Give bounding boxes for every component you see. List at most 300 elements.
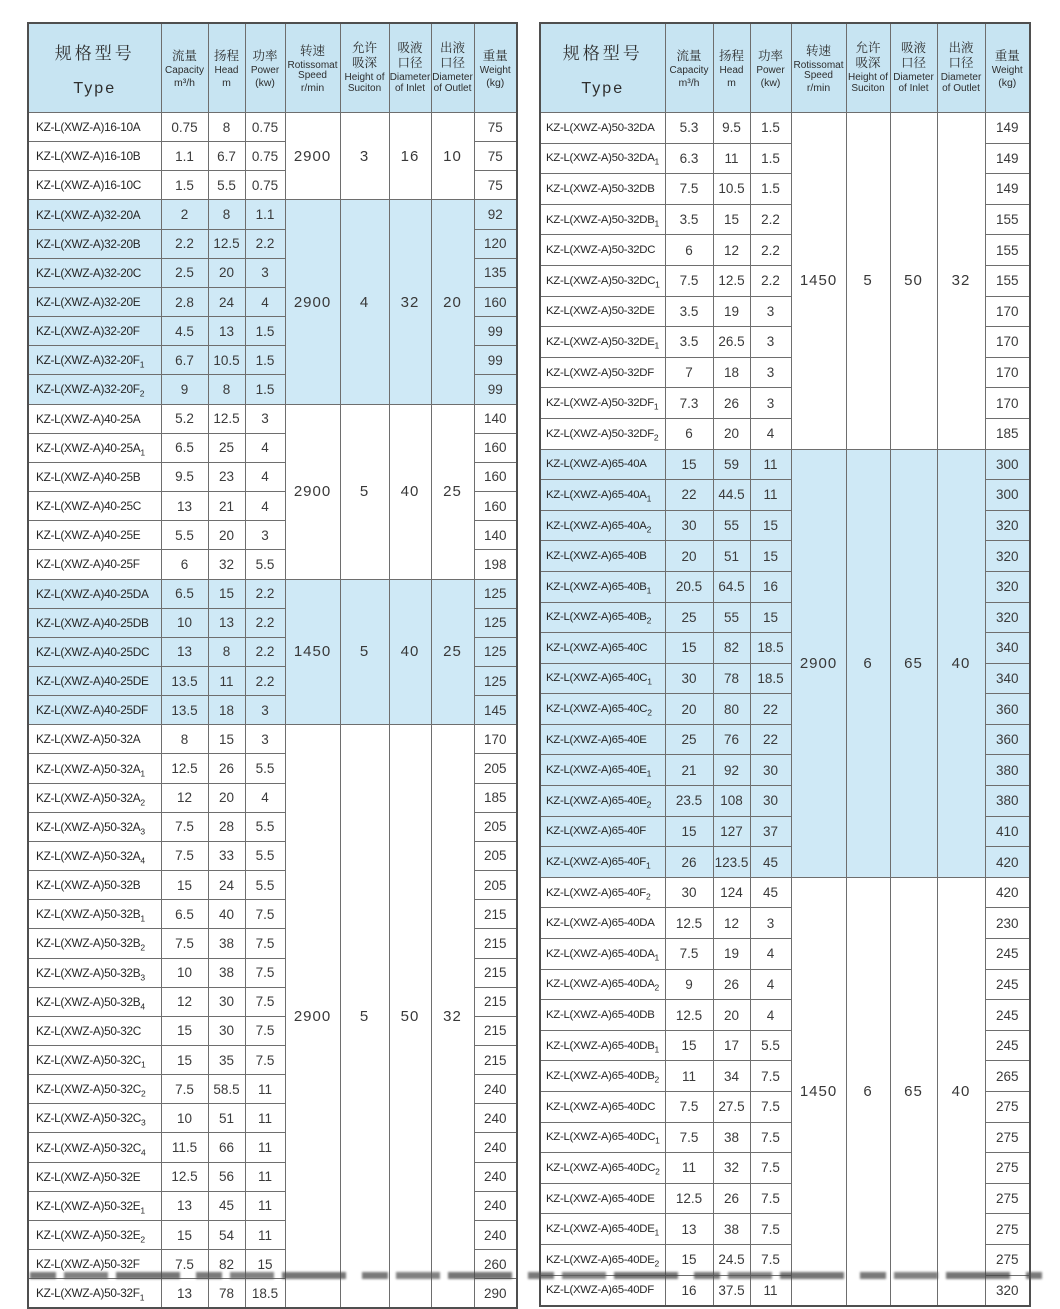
head-cell: 127 bbox=[713, 816, 750, 847]
type-cell: $KZ-L(XWZ-A)65-40F_2$ bbox=[540, 877, 665, 908]
type-cell: $KZ-L(XWZ-A)32-20F_1$ bbox=[28, 346, 161, 375]
capacity-header-en: Capacity bbox=[165, 65, 204, 77]
type-cell: $KZ-L(XWZ-A)32-20F_2$ bbox=[28, 375, 161, 404]
capacity-cell: 6 bbox=[665, 418, 713, 449]
type-cell: $KZ-L(XWZ-A)50-32E_2$ bbox=[28, 1220, 161, 1249]
outlet-cell: 20 bbox=[431, 200, 474, 404]
capacity-cell: 3.5 bbox=[665, 296, 713, 327]
type-cell: $KZ-L(XWZ-A)65-40DE_2$ bbox=[540, 1244, 665, 1275]
head-cell: 124 bbox=[713, 877, 750, 908]
col-header-head bbox=[208, 23, 245, 113]
head-cell: 23 bbox=[208, 462, 245, 491]
speed-header-zh: 转速 bbox=[299, 43, 325, 58]
head-cell: 26 bbox=[713, 1183, 750, 1214]
col-header-inlet bbox=[890, 23, 937, 113]
weight-cell: 380 bbox=[985, 755, 1030, 786]
weight-cell: 170 bbox=[474, 725, 517, 754]
power-cell: 7.5 bbox=[245, 1046, 285, 1075]
capacity-cell: 2.5 bbox=[161, 258, 208, 287]
head-cell: 27.5 bbox=[713, 1092, 750, 1123]
capacity-cell: 25 bbox=[665, 602, 713, 633]
weight-cell: 320 bbox=[985, 541, 1030, 572]
suction-header-zh: 允许吸深 bbox=[855, 41, 881, 71]
power-cell: 5.5 bbox=[245, 871, 285, 900]
power-cell: 22 bbox=[750, 694, 791, 725]
power-cell: 5.5 bbox=[245, 754, 285, 783]
type-cell: KZ-L(XWZ-A)50-32A bbox=[28, 725, 161, 754]
power-cell: 1.1 bbox=[245, 200, 285, 229]
type-cell: KZ-L(XWZ-A)65-40DE bbox=[540, 1183, 665, 1214]
power-cell: 3 bbox=[245, 521, 285, 550]
spec-row bbox=[540, 449, 1030, 480]
power-cell: 3 bbox=[245, 404, 285, 433]
type-cell: KZ-L(XWZ-A)40-25F bbox=[28, 550, 161, 579]
head-cell: 12 bbox=[713, 235, 750, 266]
power-cell: 11 bbox=[245, 1191, 285, 1220]
capacity-cell: 12 bbox=[161, 783, 208, 812]
power-cell: 4 bbox=[245, 492, 285, 521]
power-cell: 4 bbox=[750, 418, 791, 449]
capacity-cell: 12.5 bbox=[161, 1162, 208, 1191]
capacity-cell: 15 bbox=[161, 1016, 208, 1045]
capacity-cell: 2 bbox=[161, 200, 208, 229]
capacity-cell: 26 bbox=[665, 847, 713, 878]
power-cell: 7.5 bbox=[750, 1092, 791, 1123]
capacity-cell: 13.5 bbox=[161, 696, 208, 725]
type-header-zh: 规格型号 bbox=[54, 43, 135, 63]
spec-table-body-left bbox=[28, 113, 517, 1309]
weight-cell: 215 bbox=[474, 1046, 517, 1075]
power-cell: 4 bbox=[750, 1000, 791, 1031]
capacity-cell: 13.5 bbox=[161, 666, 208, 695]
power-cell: 45 bbox=[750, 877, 791, 908]
type-cell: KZ-L(XWZ-A)50-32E bbox=[28, 1162, 161, 1191]
power-cell: 37 bbox=[750, 816, 791, 847]
type-cell: KZ-L(XWZ-A)65-40DC bbox=[540, 1092, 665, 1123]
weight-cell: 420 bbox=[985, 877, 1030, 908]
type-cell: KZ-L(XWZ-A)40-25DF bbox=[28, 696, 161, 725]
capacity-cell: 15 bbox=[665, 1030, 713, 1061]
weight-cell: 99 bbox=[474, 317, 517, 346]
col-header-speed bbox=[285, 23, 340, 113]
weight-cell: 290 bbox=[474, 1279, 517, 1309]
inlet-header-en: Diameter of Inlet bbox=[893, 72, 934, 94]
power-cell: 5.5 bbox=[750, 1030, 791, 1061]
power-cell: 22 bbox=[750, 724, 791, 755]
weight-cell: 149 bbox=[985, 174, 1030, 205]
head-cell: 54 bbox=[208, 1220, 245, 1249]
type-cell: $KZ-L(XWZ-A)50-32B_1$ bbox=[28, 900, 161, 929]
type-cell: $KZ-L(XWZ-A)65-40A_2$ bbox=[540, 510, 665, 541]
head-cell: 44.5 bbox=[713, 480, 750, 511]
power-cell: 3 bbox=[750, 357, 791, 388]
head-cell: 30 bbox=[208, 1016, 245, 1045]
inlet-header-zh: 吸液口径 bbox=[900, 41, 926, 71]
weight-cell: 205 bbox=[474, 841, 517, 870]
head-cell: 26 bbox=[208, 754, 245, 783]
capacity-cell: 8 bbox=[161, 725, 208, 754]
capacity-cell: 9 bbox=[665, 969, 713, 1000]
type-cell: $KZ-L(XWZ-A)50-32DB_1$ bbox=[540, 204, 665, 235]
head-cell: 82 bbox=[713, 633, 750, 664]
weight-cell: 155 bbox=[985, 204, 1030, 235]
head-cell: 26 bbox=[713, 969, 750, 1000]
weight-cell: 149 bbox=[985, 143, 1030, 174]
type-cell: $KZ-L(XWZ-A)50-32DF_1$ bbox=[540, 388, 665, 419]
capacity-cell: 1.5 bbox=[161, 171, 208, 200]
type-cell: $KZ-L(XWZ-A)50-32C_1$ bbox=[28, 1046, 161, 1075]
head-cell: 15 bbox=[208, 579, 245, 608]
head-cell: 20 bbox=[713, 418, 750, 449]
head-cell: 9.5 bbox=[713, 113, 750, 144]
weight-cell: 205 bbox=[474, 871, 517, 900]
power-cell: 15 bbox=[245, 1250, 285, 1279]
power-cell: 3 bbox=[245, 258, 285, 287]
power-header-unit: (kw) bbox=[255, 76, 275, 89]
type-cell: KZ-L(XWZ-A)40-25C bbox=[28, 492, 161, 521]
weight-cell: 75 bbox=[474, 142, 517, 171]
type-cell: $KZ-L(XWZ-A)50-32DC_1$ bbox=[540, 265, 665, 296]
power-cell: 2.2 bbox=[245, 608, 285, 637]
type-header-en: Type bbox=[581, 79, 625, 97]
type-cell: $KZ-L(XWZ-A)50-32C_3$ bbox=[28, 1104, 161, 1133]
weight-header-en: Weight bbox=[479, 65, 511, 77]
power-cell: 15 bbox=[750, 602, 791, 633]
type-cell: KZ-L(XWZ-A)65-40DB bbox=[540, 1000, 665, 1031]
col-header-speed bbox=[791, 23, 846, 113]
outlet-header-en: Diameter of Outlet bbox=[940, 72, 982, 94]
col-header-head bbox=[713, 23, 750, 113]
head-cell: 8 bbox=[208, 113, 245, 142]
capacity-cell: 7.5 bbox=[161, 929, 208, 958]
weight-cell: 340 bbox=[985, 633, 1030, 664]
suction-header-zh: 允许吸深 bbox=[351, 41, 377, 71]
capacity-cell: 5.3 bbox=[665, 113, 713, 144]
head-cell: 11 bbox=[713, 143, 750, 174]
inlet-header-zh: 吸液口径 bbox=[397, 41, 423, 71]
head-cell: 51 bbox=[713, 541, 750, 572]
power-header-zh: 功率 bbox=[252, 49, 278, 64]
type-cell: $KZ-L(XWZ-A)50-32F_1$ bbox=[28, 1279, 161, 1309]
capacity-cell: 15 bbox=[665, 633, 713, 664]
head-cell: 11 bbox=[208, 666, 245, 695]
head-header-unit: m bbox=[727, 76, 736, 89]
weight-cell: 120 bbox=[474, 229, 517, 258]
type-cell: $KZ-L(XWZ-A)50-32A_3$ bbox=[28, 812, 161, 841]
weight-cell: 160 bbox=[474, 462, 517, 491]
inlet-cell: 32 bbox=[389, 200, 431, 404]
power-cell: 4 bbox=[245, 783, 285, 812]
type-cell: $KZ-L(XWZ-A)65-40DB_2$ bbox=[540, 1061, 665, 1092]
head-cell: 21 bbox=[208, 492, 245, 521]
weight-cell: 240 bbox=[474, 1162, 517, 1191]
capacity-header-en: Capacity bbox=[669, 65, 709, 77]
type-cell: $KZ-L(XWZ-A)65-40DC_2$ bbox=[540, 1153, 665, 1184]
col-header-capacity bbox=[161, 23, 208, 113]
weight-cell: 360 bbox=[985, 694, 1030, 725]
head-cell: 76 bbox=[713, 724, 750, 755]
head-cell: 66 bbox=[208, 1133, 245, 1162]
capacity-cell: 13 bbox=[161, 1279, 208, 1309]
power-header-en: Power bbox=[250, 65, 280, 77]
col-header-type bbox=[28, 23, 161, 113]
power-header-en: Power bbox=[756, 65, 785, 77]
weight-cell: 155 bbox=[985, 235, 1030, 266]
power-cell: 2.2 bbox=[245, 666, 285, 695]
power-header-zh: 功率 bbox=[757, 49, 783, 64]
outlet-header-zh: 出液口径 bbox=[948, 41, 974, 71]
capacity-cell: 7.5 bbox=[665, 1092, 713, 1123]
head-cell: 123.5 bbox=[713, 847, 750, 878]
weight-cell: 185 bbox=[474, 783, 517, 812]
type-cell: KZ-L(XWZ-A)40-25DC bbox=[28, 637, 161, 666]
outlet-cell: 25 bbox=[431, 579, 474, 725]
head-cell: 24 bbox=[208, 287, 245, 316]
type-cell: $KZ-L(XWZ-A)50-32A_4$ bbox=[28, 841, 161, 870]
head-cell: 12.5 bbox=[208, 229, 245, 258]
head-cell: 5.5 bbox=[208, 171, 245, 200]
spec-row bbox=[540, 113, 1030, 144]
outlet-cell: 25 bbox=[431, 404, 474, 579]
head-cell: 18 bbox=[208, 696, 245, 725]
suction-cell: 5 bbox=[846, 113, 890, 450]
head-cell: 64.5 bbox=[713, 571, 750, 602]
weight-cell: 149 bbox=[985, 113, 1030, 144]
type-cell: $KZ-L(XWZ-A)50-32A_1$ bbox=[28, 754, 161, 783]
weight-cell: 260 bbox=[474, 1250, 517, 1279]
head-cell: 56 bbox=[208, 1162, 245, 1191]
weight-cell: 275 bbox=[985, 1244, 1030, 1275]
type-cell: KZ-L(XWZ-A)50-32B bbox=[28, 871, 161, 900]
capacity-cell: 2.8 bbox=[161, 287, 208, 316]
capacity-cell: 12.5 bbox=[665, 908, 713, 939]
col-header-suction bbox=[340, 23, 389, 113]
power-cell: 1.5 bbox=[245, 317, 285, 346]
power-cell: 5.5 bbox=[245, 550, 285, 579]
suction-cell: 5 bbox=[340, 725, 389, 1309]
power-cell: 7.5 bbox=[245, 929, 285, 958]
weight-cell: 205 bbox=[474, 812, 517, 841]
head-header-en: Head bbox=[719, 65, 744, 77]
speed-header-unit: r/min bbox=[806, 82, 831, 95]
power-cell: 3 bbox=[750, 908, 791, 939]
power-cell: 7.5 bbox=[245, 958, 285, 987]
outlet-header-en: Diameter of Outlet bbox=[432, 72, 473, 94]
weight-cell: 275 bbox=[985, 1092, 1030, 1123]
type-cell: KZ-L(XWZ-A)50-32DB bbox=[540, 174, 665, 205]
type-cell: KZ-L(XWZ-A)32-20F bbox=[28, 317, 161, 346]
power-cell: 4 bbox=[750, 939, 791, 970]
capacity-cell: 7.3 bbox=[665, 388, 713, 419]
cutoff-next-line bbox=[30, 1272, 1042, 1279]
weight-cell: 360 bbox=[985, 724, 1030, 755]
power-cell: 11 bbox=[245, 1220, 285, 1249]
power-cell: 2.2 bbox=[750, 204, 791, 235]
speed-cell: 2900 bbox=[791, 449, 846, 877]
power-cell: 2.2 bbox=[245, 229, 285, 258]
power-cell: 7.5 bbox=[245, 1016, 285, 1045]
capacity-cell: 7.5 bbox=[665, 1122, 713, 1153]
capacity-cell: 22 bbox=[665, 480, 713, 511]
weight-cell: 275 bbox=[985, 1153, 1030, 1184]
capacity-cell: 23.5 bbox=[665, 786, 713, 817]
capacity-cell: 7.5 bbox=[161, 812, 208, 841]
type-cell: $KZ-L(XWZ-A)50-32B_2$ bbox=[28, 929, 161, 958]
inlet-header-en: Diameter of Inlet bbox=[389, 72, 431, 94]
power-cell: 11 bbox=[245, 1162, 285, 1191]
weight-cell: 215 bbox=[474, 1016, 517, 1045]
power-cell: 4 bbox=[245, 433, 285, 462]
capacity-cell: 7.5 bbox=[161, 841, 208, 870]
power-cell: 3 bbox=[750, 388, 791, 419]
capacity-cell: 21 bbox=[665, 755, 713, 786]
head-cell: 38 bbox=[713, 1122, 750, 1153]
capacity-cell: 2.2 bbox=[161, 229, 208, 258]
power-cell: 18.5 bbox=[750, 633, 791, 664]
capacity-cell: 6.3 bbox=[665, 143, 713, 174]
col-header-outlet bbox=[937, 23, 985, 113]
type-cell: KZ-L(XWZ-A)50-32DF bbox=[540, 357, 665, 388]
col-header-weight bbox=[474, 23, 517, 113]
head-cell: 34 bbox=[713, 1061, 750, 1092]
power-cell: 3 bbox=[245, 696, 285, 725]
weight-cell: 320 bbox=[985, 510, 1030, 541]
type-cell: KZ-L(XWZ-A)50-32DC bbox=[540, 235, 665, 266]
weight-header-zh: 重量 bbox=[482, 49, 508, 64]
weight-cell: 145 bbox=[474, 696, 517, 725]
weight-cell: 245 bbox=[985, 1000, 1030, 1031]
spec-row bbox=[28, 404, 517, 433]
capacity-header-zh: 流量 bbox=[676, 49, 702, 64]
head-cell: 30 bbox=[208, 987, 245, 1016]
suction-cell: 6 bbox=[846, 449, 890, 877]
capacity-header-zh: 流量 bbox=[171, 49, 197, 64]
inlet-cell: 65 bbox=[890, 877, 937, 1306]
type-cell: KZ-L(XWZ-A)16-10A bbox=[28, 113, 161, 142]
inlet-cell: 16 bbox=[389, 113, 431, 200]
power-cell: 1.5 bbox=[750, 174, 791, 205]
type-cell: $KZ-L(XWZ-A)65-40DC_1$ bbox=[540, 1122, 665, 1153]
capacity-cell: 10 bbox=[161, 1104, 208, 1133]
capacity-cell: 9.5 bbox=[161, 462, 208, 491]
type-header-zh: 规格型号 bbox=[562, 43, 643, 63]
power-cell: 11 bbox=[750, 480, 791, 511]
capacity-cell: 15 bbox=[665, 449, 713, 480]
type-cell: $KZ-L(XWZ-A)50-32B_3$ bbox=[28, 958, 161, 987]
weight-cell: 245 bbox=[985, 939, 1030, 970]
power-cell: 30 bbox=[750, 755, 791, 786]
spec-row bbox=[28, 579, 517, 608]
type-cell: $KZ-L(XWZ-A)65-40F_1$ bbox=[540, 847, 665, 878]
weight-cell: 340 bbox=[985, 663, 1030, 694]
suction-header-en: Height of Suciton bbox=[344, 72, 385, 94]
col-header-type bbox=[540, 23, 665, 113]
spec-table-right bbox=[539, 22, 1031, 1307]
spec-row bbox=[540, 877, 1030, 908]
speed-header-unit: r/min bbox=[300, 82, 325, 95]
type-header-en: Type bbox=[73, 79, 117, 97]
head-cell: 13 bbox=[208, 317, 245, 346]
table-header-left bbox=[28, 23, 517, 113]
type-cell: $KZ-L(XWZ-A)50-32E_1$ bbox=[28, 1191, 161, 1220]
type-cell: KZ-L(XWZ-A)65-40A bbox=[540, 449, 665, 480]
weight-cell: 198 bbox=[474, 550, 517, 579]
head-cell: 8 bbox=[208, 200, 245, 229]
type-cell: KZ-L(XWZ-A)50-32C bbox=[28, 1016, 161, 1045]
weight-cell: 125 bbox=[474, 579, 517, 608]
head-cell: 38 bbox=[208, 929, 245, 958]
capacity-cell: 9 bbox=[161, 375, 208, 404]
type-cell: $KZ-L(XWZ-A)50-32DA_1$ bbox=[540, 143, 665, 174]
weight-cell: 135 bbox=[474, 258, 517, 287]
weight-cell: 160 bbox=[474, 492, 517, 521]
capacity-cell: 6 bbox=[161, 550, 208, 579]
weight-cell: 75 bbox=[474, 171, 517, 200]
power-cell: 7.5 bbox=[750, 1153, 791, 1184]
capacity-header-unit: m³/h bbox=[174, 76, 195, 89]
type-cell: KZ-L(XWZ-A)65-40E bbox=[540, 724, 665, 755]
speed-header-zh: 转速 bbox=[805, 43, 831, 58]
capacity-cell: 12.5 bbox=[161, 754, 208, 783]
speed-cell: 1450 bbox=[791, 877, 846, 1306]
head-cell: 38 bbox=[208, 958, 245, 987]
speed-cell: 1450 bbox=[791, 113, 846, 450]
head-cell: 15 bbox=[713, 204, 750, 235]
capacity-cell: 6.7 bbox=[161, 346, 208, 375]
head-cell: 10.5 bbox=[713, 174, 750, 205]
weight-cell: 155 bbox=[985, 265, 1030, 296]
power-cell: 3 bbox=[750, 296, 791, 327]
weight-cell: 140 bbox=[474, 521, 517, 550]
speed-cell: 1450 bbox=[285, 579, 340, 725]
type-cell: KZ-L(XWZ-A)32-20B bbox=[28, 229, 161, 258]
type-cell: $KZ-L(XWZ-A)50-32B_4$ bbox=[28, 987, 161, 1016]
head-cell: 12.5 bbox=[713, 265, 750, 296]
power-cell: 3 bbox=[750, 327, 791, 358]
power-cell: 2.2 bbox=[245, 579, 285, 608]
head-header-unit: m bbox=[222, 76, 231, 89]
capacity-cell: 7.5 bbox=[161, 1075, 208, 1104]
capacity-cell: 5.5 bbox=[161, 521, 208, 550]
weight-cell: 125 bbox=[474, 637, 517, 666]
weight-cell: 215 bbox=[474, 987, 517, 1016]
power-cell: 7.5 bbox=[245, 900, 285, 929]
head-cell: 6.7 bbox=[208, 142, 245, 171]
weight-cell: 275 bbox=[985, 1122, 1030, 1153]
weight-cell: 75 bbox=[474, 113, 517, 142]
head-cell: 45 bbox=[208, 1191, 245, 1220]
spec-sheet bbox=[27, 22, 1031, 1309]
outlet-cell: 32 bbox=[431, 725, 474, 1309]
head-cell: 8 bbox=[208, 375, 245, 404]
type-cell: KZ-L(XWZ-A)40-25DB bbox=[28, 608, 161, 637]
head-cell: 13 bbox=[208, 608, 245, 637]
col-header-power bbox=[750, 23, 791, 113]
capacity-cell: 13 bbox=[161, 492, 208, 521]
type-cell: $KZ-L(XWZ-A)50-32C_4$ bbox=[28, 1133, 161, 1162]
capacity-cell: 11.5 bbox=[161, 1133, 208, 1162]
speed-header-en: Rotissomat Speed bbox=[793, 59, 844, 82]
head-cell: 24 bbox=[208, 871, 245, 900]
inlet-cell: 65 bbox=[890, 449, 937, 877]
suction-cell: 3 bbox=[340, 113, 389, 200]
power-cell: 2.2 bbox=[750, 265, 791, 296]
capacity-cell: 12.5 bbox=[665, 1183, 713, 1214]
outlet-header-zh: 出液口径 bbox=[439, 41, 465, 71]
head-cell: 20 bbox=[208, 258, 245, 287]
capacity-cell: 7.5 bbox=[665, 265, 713, 296]
power-header-unit: (kw) bbox=[760, 76, 781, 89]
